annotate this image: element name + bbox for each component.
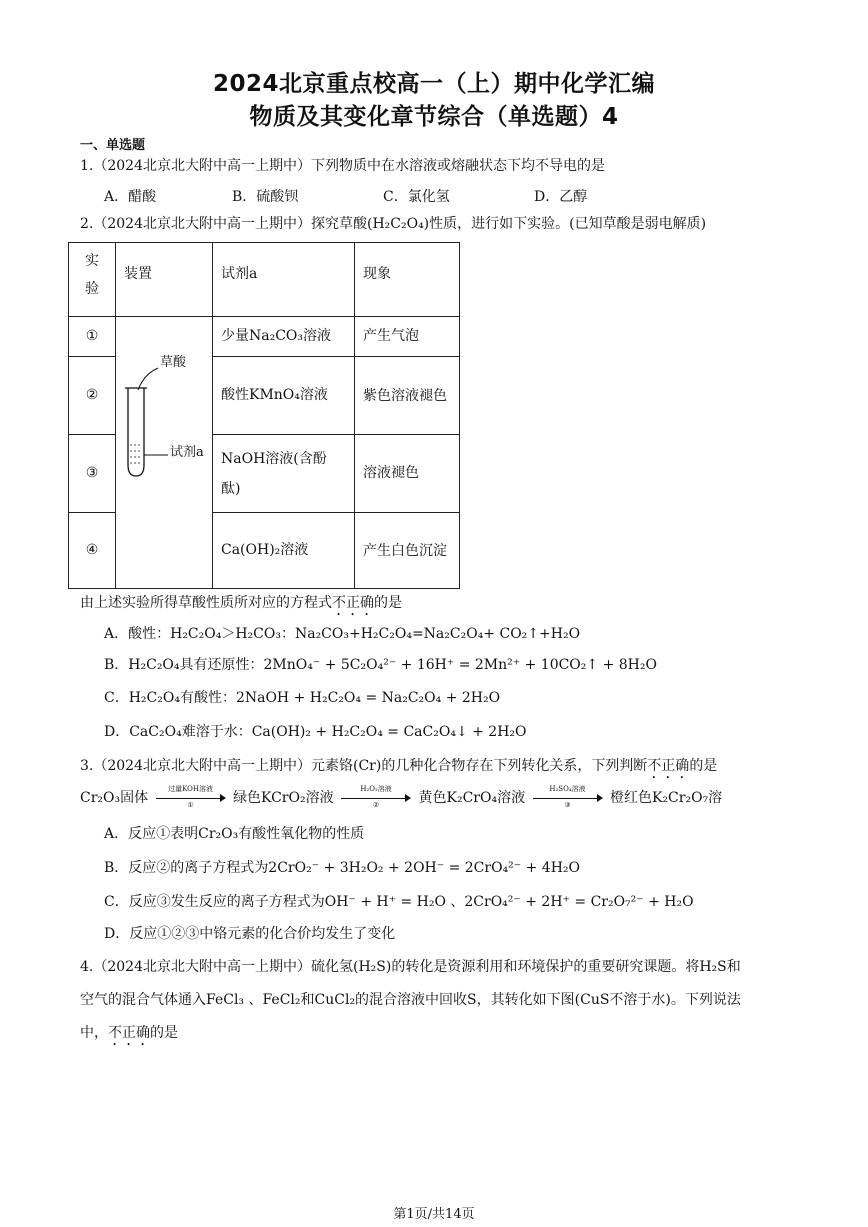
q2-option-b: B．H₂C₂O₄具有还原性：2MnO₄⁻ + 5C₂O₄²⁻ + 16H⁺ = 2Mn²⁺ + 10CO₂↑ + 8H₂O	[104, 657, 657, 673]
q3-option-a: A．反应①表明Cr₂O₃有酸性氧化物的性质	[104, 826, 365, 842]
q1-stem: 1.（2024北京北大附中高一上期中）下列物质中在水溶液或熔融状态下均不导电的是	[80, 158, 605, 174]
q2-option-a: A．酸性：H₂C₂O₄＞H₂CO₃：Na₂CO₃+H₂C₂O₄=Na₂C₂O₄+ CO₂↑+H₂O	[104, 626, 581, 642]
chain-species-4: 橙红色K₂Cr₂O₇溶	[609, 790, 723, 806]
q4-line-1: 4.（2024北京北大附中高一上期中）硫化氢(H₂S)的转化是资源利用和环境保护的重要研究课题。将H₂S和	[80, 959, 741, 975]
chain-species-2: 绿色KCrO₂溶液	[233, 790, 334, 806]
arrow-3-reagent: H₂SO₄溶液	[549, 785, 586, 793]
header-text-experiment: 实验	[85, 253, 99, 297]
q3-stem-emphasis: 不正确	[647, 758, 690, 774]
q1-option-b: B．硫酸钡	[232, 189, 299, 205]
q2-follow-text-a: 由上述实验所得草酸性质所对应的方程式	[80, 595, 332, 611]
arrow-2-reagent: H₂O₂溶液	[360, 785, 392, 793]
q3-stem	[80, 757, 717, 782]
table-row-1-phenomenon: 产生气泡	[355, 317, 460, 357]
arrow-1-number: ①	[187, 801, 194, 809]
q4-line3-text-a: 中，	[80, 1025, 108, 1041]
page-title-line1: 2024北京重点校高一（上）期中化学汇编	[212, 71, 655, 97]
q3-option-c: C．反应③发生反应的离子方程式为OH⁻ + H⁺ = H₂O 、2CrO₄²⁻ + 2H⁺ = Cr₂O₇²⁻ + H₂O	[104, 894, 694, 910]
q1-option-a: A．醋酸	[104, 189, 157, 205]
apparatus-label-reagent: 试剂a	[170, 445, 204, 460]
table-row-3-id: ③	[69, 435, 116, 513]
q4-line-3	[80, 1024, 178, 1049]
reaction-arrow-3	[533, 785, 603, 809]
table-header-experiment	[69, 243, 116, 317]
arrow-3-number: ③	[564, 801, 571, 809]
table-row-1-id: ①	[69, 317, 116, 357]
apparatus-label-oxalic: 草酸	[160, 355, 187, 370]
q3-stem-text-b: 的是	[689, 758, 718, 774]
reaction-arrow-1	[156, 785, 226, 809]
table-row-2-phenomenon: 紫色溶液褪色	[355, 357, 460, 435]
chain-species-3: 黄色K₂CrO₄溶液	[418, 790, 526, 806]
q1-option-d: D．乙醇	[534, 189, 588, 205]
chain-species-1: Cr₂O₃固体	[80, 790, 149, 806]
reaction-arrow-2	[341, 785, 411, 809]
table-header-reagent: 试剂a	[213, 243, 355, 317]
q4-line-2: 空气的混合气体通入FeCl₃ 、FeCl₂和CuCl₂的混合溶液中回收S，其转化如下图(CuS不溶于水)。下列说法	[80, 992, 741, 1008]
table-row-2-id: ②	[69, 357, 116, 435]
table-header-phenomenon: 现象	[355, 243, 460, 317]
q2-option-d: D．CaC₂O₄难溶于水：Ca(OH)₂ + H₂C₂O₄ = CaC₂O₄↓ + 2H₂O	[104, 724, 527, 740]
page-number-footer: 第1页/共14页	[393, 1207, 475, 1222]
q2-option-c: C．H₂C₂O₄有酸性：2NaOH + H₂C₂O₄ = Na₂C₂O₄ + 2H₂O	[104, 690, 501, 706]
q4-line3-text-b: 的是	[150, 1025, 178, 1041]
q4-line3-emphasis: 不正确	[108, 1025, 150, 1041]
q2-follow-text-b: 的是	[374, 595, 402, 611]
experiment-table	[68, 242, 460, 589]
q3-conversion-chain	[80, 785, 723, 809]
q3-stem-text-a: 3.（2024北京北大附中高一上期中）元素铬(Cr)的几种化合物存在下列转化关系，下列判断	[80, 758, 648, 774]
q3-option-d: D．反应①②③中铬元素的化合价均发生了变化	[104, 926, 396, 942]
q1-option-c: C．氯化氢	[383, 189, 450, 205]
q3-option-b: B．反应②的离子方程式为2CrO₂⁻ + 3H₂O₂ + 2OH⁻ = 2CrO₄²⁻ + 4H₂O	[104, 860, 581, 876]
table-row-3-phenomenon: 溶液褪色	[355, 435, 460, 513]
q2-follow-emphasis: 不正确	[332, 595, 374, 611]
table-row-4-reagent: Ca(OH)₂溶液	[213, 513, 355, 589]
arrow-1-reagent: 过量KOH溶液	[168, 785, 213, 793]
apparatus-cell	[116, 317, 213, 589]
table-row-4-id: ④	[69, 513, 116, 589]
page-title-line2: 物质及其变化章节综合（单选题）4	[249, 104, 619, 130]
q2-stem: 2.（2024北京北大附中高一上期中）探究草酸(H₂C₂O₄)性质，进行如下实验。(已知草酸是弱电解质)	[80, 216, 707, 232]
table-row-4-phenomenon: 产生白色沉淀	[355, 513, 460, 589]
section-heading: 一、单选题	[80, 138, 146, 153]
table-row-1-reagent: 少量Na₂CO₃溶液	[213, 317, 355, 357]
table-row-3-reagent: NaOH溶液(含酚酞)	[213, 435, 355, 513]
table-header-apparatus: 装置	[116, 243, 213, 317]
q2-follow-stem	[80, 594, 402, 619]
arrow-2-number: ②	[372, 801, 380, 809]
table-row-2-reagent: 酸性KMnO₄溶液	[213, 357, 355, 435]
